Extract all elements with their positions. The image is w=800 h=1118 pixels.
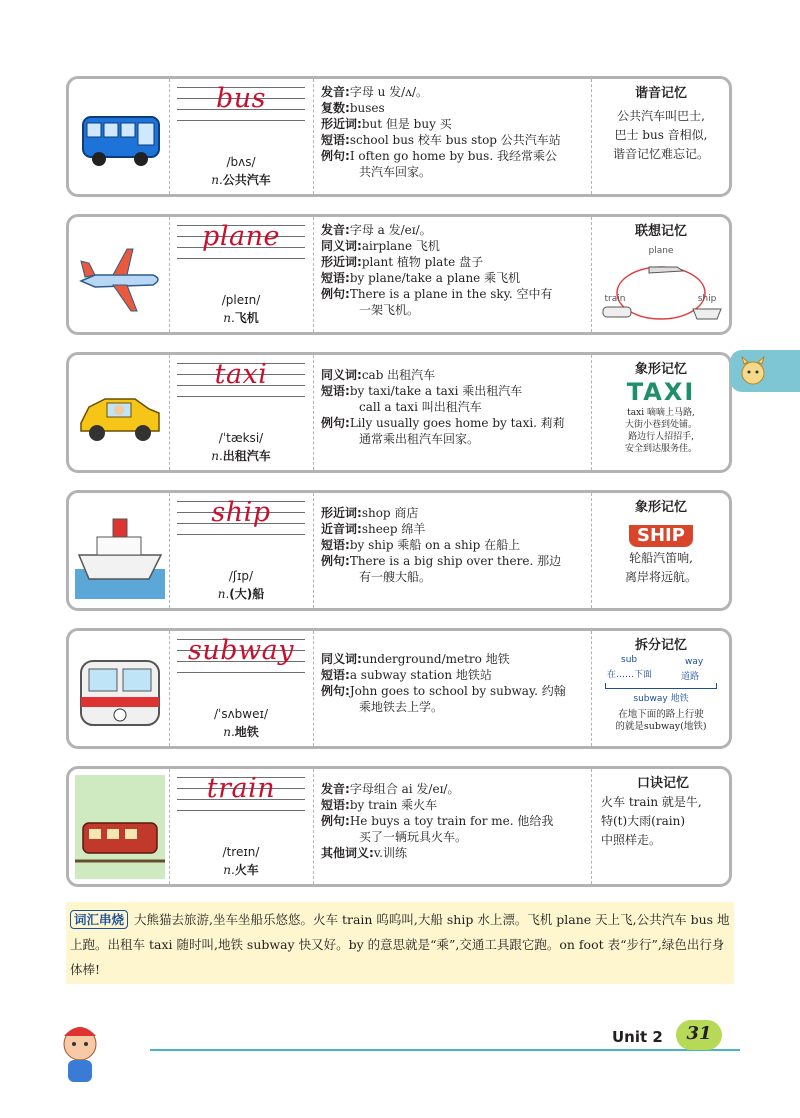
mascot-illustration [52,1020,132,1090]
part-of-speech-meaning: n.火车 [223,863,259,877]
summary-tag: 词汇串烧 [70,910,128,929]
vocab-word: plane [202,221,280,252]
memory-title: 联想记忆 [634,224,687,239]
taxi-illustration [75,361,165,465]
part-of-speech-meaning: n.公共汽车 [211,173,271,187]
transport-cycle-diagram [597,241,725,329]
memory-title: 象形记忆 [634,500,687,515]
divider [591,79,592,194]
word-info: 形近词: shop 商店 近音词: sheep 绵羊 短语: by ship 乘船 on a ship 在船上 例句: There is a big ship over there. 那边 有一艘大船。 [321,506,562,584]
word-box [173,769,309,884]
bus-illustration [75,85,165,189]
summary-text: 大熊猫去旅游,坐车坐船乐悠悠。火车 train 呜呜叫,大船 ship 水上漂。飞机 plane 天上飞,公共汽车 bus 地上跑。出租车 taxi 随时叫,地铁 subway 快又好。by 的意思就是“乘”,交通工具跟它跑。on foot 表“步行”,绿色出行身体棒! [70,912,730,977]
mascot-icon [736,354,770,388]
page-number: 31 [686,1023,712,1044]
svg-text:ship: ship [697,294,717,304]
part-of-speech-meaning: n.飞机 [223,311,259,325]
vocab-word: train [206,773,276,804]
ship-logo: SHIP [629,525,693,547]
vocab-card-subway [66,628,732,749]
word-info: 发音: 字母组合 ai 发/eɪ/。 短语: by train 乘火车 例句: He buys a toy train for me. 他给我 买了一辆玩具火车。 其他词义: v.训练 [321,782,554,860]
word-box [173,79,309,194]
plane-illustration [75,223,165,327]
word-split-diagram: sub 在……下面 way 道路 subway 地铁 [597,655,725,707]
phonetic: /pleɪn/ [221,293,261,307]
phonetic: /bʌs/ [226,155,256,169]
memory-title: 口诀记忆 [636,776,689,791]
svg-text:train: train [604,294,626,304]
vocab-word: subway [188,635,294,666]
memory-tip: 象形记忆 SHIP 轮船汽笛响, 离岸将远航。 [597,499,725,587]
phonetic: /ʃɪp/ [228,569,254,583]
word-box [173,355,309,470]
divider [313,79,314,194]
vocab-card-bus [66,76,732,197]
word-info: 同义词: cab 出租汽车 短语: by taxi/take a taxi 乘出租汽车 call a taxi 叫出租汽车 例句: Lily usually goes home by taxi. 莉莉 通常乘出租汽车回家。 [321,368,565,446]
vocab-card-ship [66,490,732,611]
part-of-speech-meaning: n.地铁 [223,725,259,739]
vocab-card-plane [66,214,732,335]
word-info: 发音: 字母 u 发/ʌ/。 复数: buses 形近词: but 但是 buy 买 短语: school bus 校车 bus stop 公共汽车站 例句: I often go home by bus. 我经常乘公 共汽车回家。 [321,85,561,179]
vocab-word: taxi [214,359,268,390]
footer-line [150,1049,740,1051]
taxi-logo: TAXI [626,378,696,406]
word-box [173,217,309,332]
divider [169,79,170,194]
memory-tip: 谐音记忆 公共汽车叫巴士, 巴士 bus 音相似, 谐音记忆难忘记。 [597,85,725,164]
phonetic: /treɪn/ [222,845,260,859]
vocab-word: ship [211,497,271,528]
memory-tip: 拆分记忆 sub 在……下面 way 道路 subway 地铁 在地下面的路上行驶 的就是subway(地铁) [597,637,725,733]
word-info: 发音: 字母 a 发/eɪ/。 同义词: airplane 飞机 形近词: plant 植物 plate 盘子 短语: by plane/take a plane 乘飞机 例句: There is a plane in the sky. 空中有 一架飞机。 [321,223,553,317]
memory-title: 象形记忆 [634,362,687,377]
train-illustration [75,775,165,879]
svg-text:plane: plane [648,246,674,256]
word-box [173,493,309,608]
memory-tip: 口诀记忆 火车 train 就是牛, 特(t)大雨(rain) 中照样走。 [597,775,725,850]
part-of-speech-meaning: n.(大)船 [217,587,265,601]
side-tab [730,350,800,392]
phonetic: /ˈtæksi/ [218,431,264,445]
vocabulary-summary [66,902,734,984]
vocab-card-train [66,766,732,887]
memory-tip [597,223,725,333]
part-of-speech-meaning: n.出租汽车 [211,449,271,463]
subway-illustration [75,637,165,741]
ship-illustration [75,499,165,603]
unit-label: Unit 2 [612,1028,663,1046]
word-box [173,631,309,746]
memory-title: 拆分记忆 [634,638,687,653]
vocab-card-taxi [66,352,732,473]
memory-title: 谐音记忆 [634,86,687,101]
word-info: 同义词: underground/metro 地铁 短语: a subway station 地铁站 例句: John goes to school by subway. 约翰 乘地铁去上学。 [321,652,566,714]
vocab-word: bus [215,83,267,114]
memory-tip: 象形记忆 TAXI taxi 嘀嘀上马路, 大街小巷到处铺。 路边行人招招手, 安全到达服务佳。 [597,361,725,455]
phonetic: /ˈsʌbweɪ/ [213,707,268,721]
